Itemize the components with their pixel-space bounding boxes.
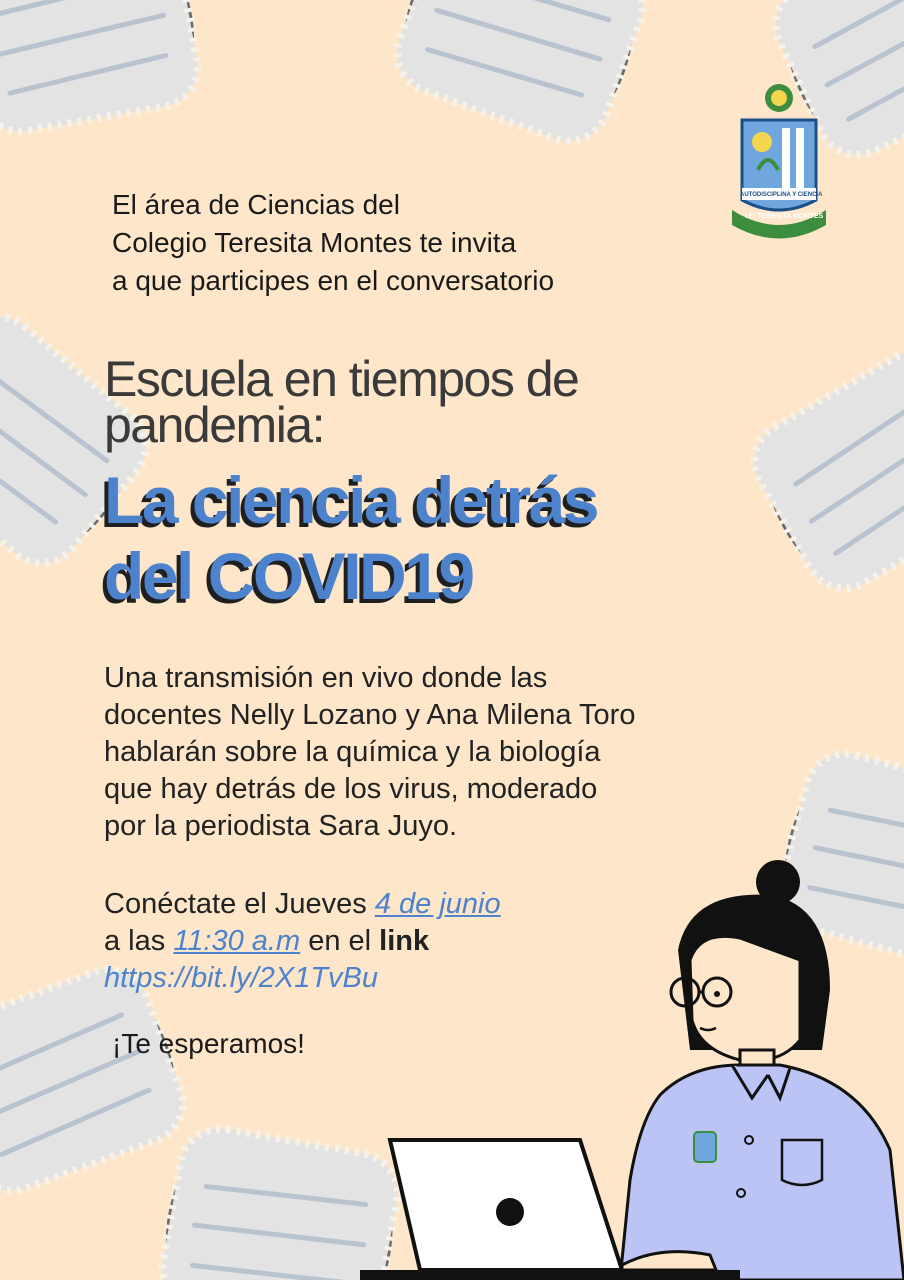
face-mask-icon	[386, 0, 654, 152]
event-url-link[interactable]: https://bit.ly/2X1TvBu	[104, 962, 379, 994]
link-word: link	[379, 925, 430, 957]
schedule-prefix: Conéctate el Jueves	[104, 888, 375, 920]
title-light	[104, 351, 579, 453]
title-light-line: pandemia:	[104, 397, 324, 453]
event-date: 4 de junio	[374, 888, 501, 920]
description-line: hablarán sobre la química y la biología	[104, 736, 601, 768]
event-description	[104, 660, 635, 845]
face-mask-icon	[740, 337, 904, 603]
student-laptop-illustration	[360, 850, 904, 1280]
crest-ribbon: I.E. TERESITA MONTES	[745, 213, 824, 220]
description-line: que hay detrás de los virus, moderado	[104, 773, 598, 805]
title-bold-line: La ciencia detrás	[104, 463, 598, 537]
title-bold	[104, 462, 597, 614]
time-prefix: a las	[104, 925, 174, 957]
intro-line: Colegio Teresita Montes te invita	[112, 227, 517, 258]
title-light-line: Escuela en tiempos de	[104, 351, 579, 407]
crest-motto: AUTODISCIPLINA Y CIENCIA	[740, 192, 823, 198]
intro-line: a que participes en el conversatorio	[112, 265, 555, 296]
description-line: por la periodista Sara Juyo.	[104, 810, 458, 842]
description-line: docentes Nelly Lozano y Ana Milena Toro	[104, 699, 636, 731]
face-mask-icon	[0, 0, 204, 138]
title-bold-line: del COVID19	[104, 539, 473, 613]
intro-line: El área de Ciencias del	[112, 189, 400, 220]
intro-text	[112, 186, 554, 300]
event-time: 11:30 a.m	[173, 925, 301, 957]
cta-text: ¡Te esperamos!	[112, 1028, 305, 1059]
school-crest-icon	[728, 80, 830, 245]
link-prefix: en el	[300, 925, 380, 957]
description-line: Una transmisión en vivo donde las	[104, 662, 548, 694]
